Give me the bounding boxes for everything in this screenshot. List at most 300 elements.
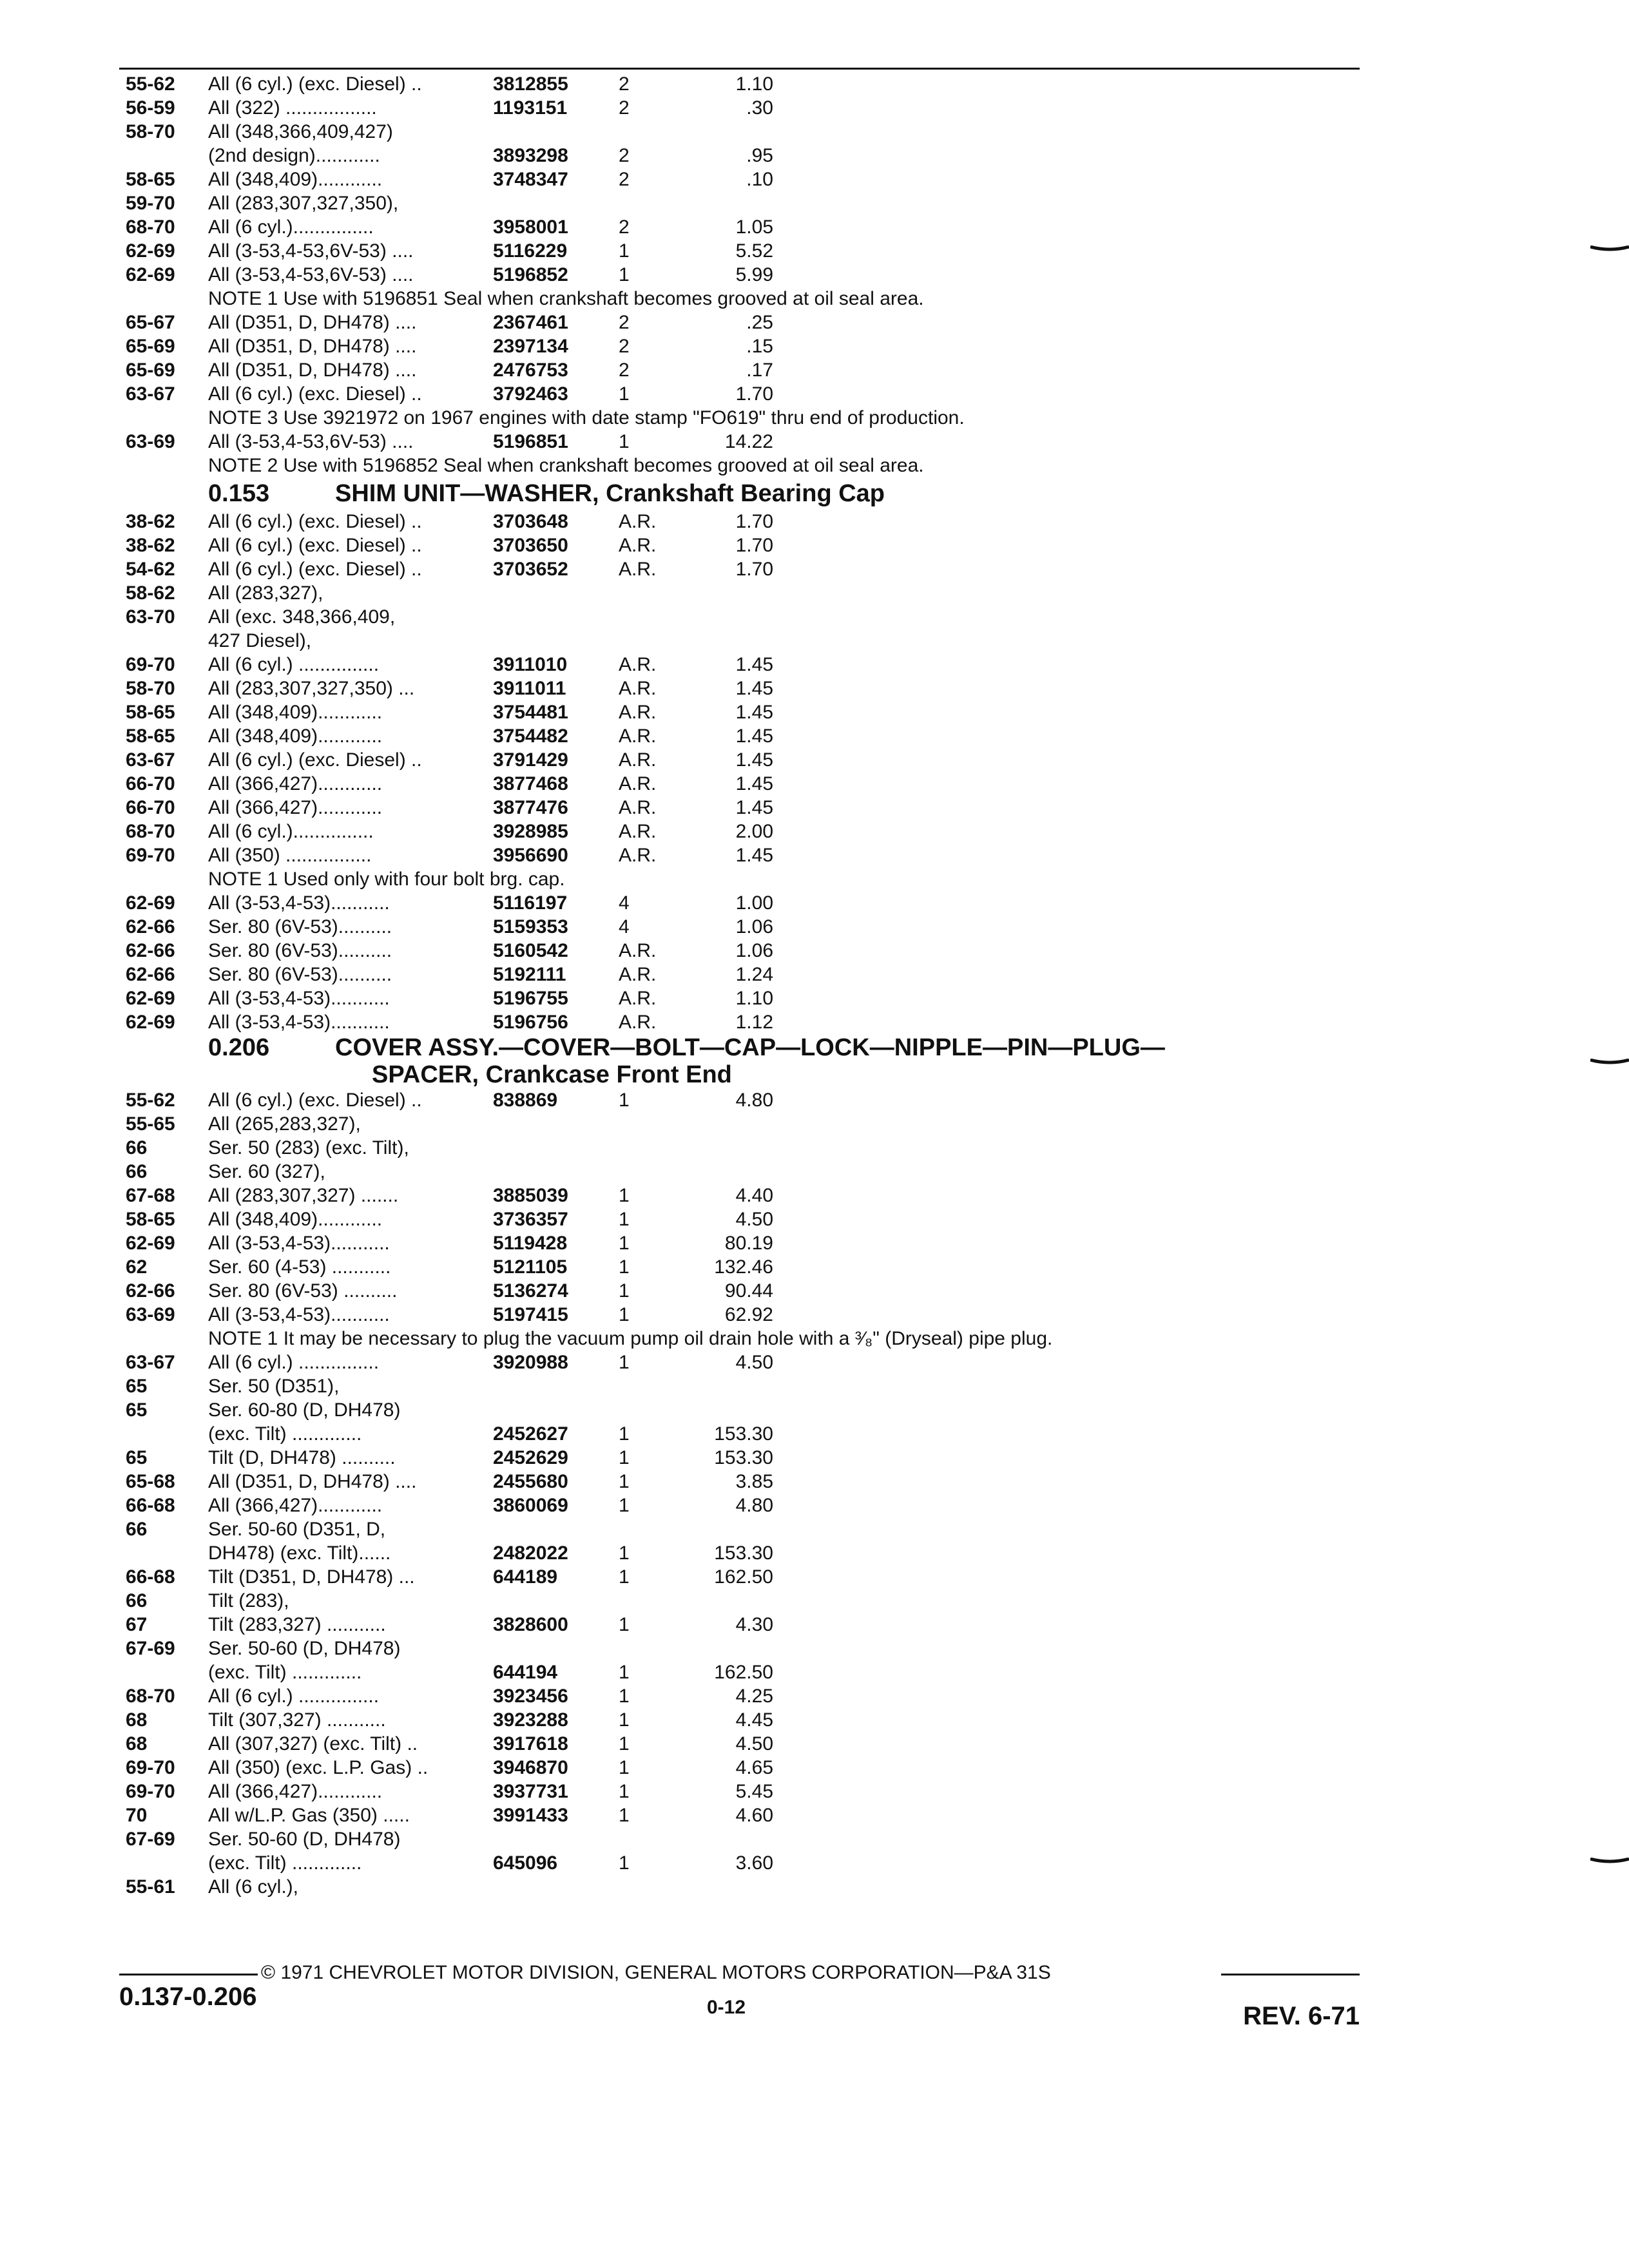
quantity: 1: [619, 383, 630, 405]
application: (exc. Tilt) .............: [208, 1852, 362, 1874]
model-years: 63-69: [126, 431, 175, 452]
part-row: [0, 1231, 1629, 1255]
quantity: 2: [619, 360, 630, 381]
part-number: 5196851: [493, 431, 568, 452]
quantity: 1: [619, 1805, 630, 1826]
note-text: NOTE 3 Use 3921972 on 1967 engines with date stamp "FO619" thru end of production.: [208, 407, 965, 428]
application: Ser. 80 (6V-53)..........: [208, 964, 392, 985]
application: All (6 cyl.),: [208, 1876, 299, 1898]
part-row: [0, 1422, 1629, 1446]
quantity: A.R.: [619, 1012, 657, 1033]
model-years: 69-70: [126, 654, 175, 675]
quantity: 1: [619, 264, 630, 285]
part-number: 3923288: [493, 1709, 568, 1731]
list-price: 1.45: [735, 797, 773, 818]
list-price: 62.92: [724, 1304, 773, 1325]
part-row: [0, 144, 1629, 168]
part-row: [0, 1637, 1629, 1660]
application: All (350) ................: [208, 845, 372, 866]
part-number: 5119428: [493, 1233, 568, 1254]
model-years: 68-70: [126, 1686, 175, 1707]
part-number: 5121105: [493, 1256, 568, 1278]
list-price: 4.50: [735, 1352, 773, 1373]
section-heading-0206: [0, 1034, 1629, 1061]
application: All (283,307,327,350),: [208, 193, 399, 214]
part-row: [0, 1660, 1629, 1684]
model-years: 62-69: [126, 1233, 175, 1254]
part-number: 3956690: [493, 845, 568, 866]
model-years: 65-69: [126, 360, 175, 381]
list-price: 1.45: [735, 749, 773, 771]
model-years: 62-69: [126, 240, 175, 262]
part-number: 5136274: [493, 1280, 568, 1302]
quantity: 1: [619, 1233, 630, 1254]
application: All (D351, D, DH478) ....: [208, 312, 417, 333]
application: All (265,283,327),: [208, 1113, 361, 1135]
part-row: [0, 1088, 1629, 1112]
part-row: [0, 700, 1629, 724]
part-row: [0, 629, 1629, 653]
part-row: [0, 677, 1629, 700]
application: Ser. 60-80 (D, DH478): [208, 1399, 401, 1421]
quantity: A.R.: [619, 559, 657, 580]
model-years: 67-69: [126, 1829, 175, 1850]
part-row: [0, 1803, 1629, 1827]
model-years: 55-62: [126, 1090, 175, 1111]
application: All (3-53,4-53)...........: [208, 988, 390, 1009]
model-years: 58-70: [126, 121, 175, 142]
list-price: 4.65: [735, 1757, 773, 1778]
application: Ser. 80 (6V-53)..........: [208, 940, 392, 961]
quantity: 1: [619, 1185, 630, 1206]
part-row: [0, 1541, 1629, 1565]
list-price: 4.25: [735, 1686, 773, 1707]
list-price: 1.45: [735, 654, 773, 675]
model-years: 59-70: [126, 193, 175, 214]
part-row: [0, 430, 1629, 454]
application: All (348,409)............: [208, 726, 383, 747]
application: Ser. 60 (327),: [208, 1161, 325, 1182]
part-number: 3991433: [493, 1805, 568, 1826]
part-row: [0, 1255, 1629, 1279]
list-price: 1.70: [735, 535, 773, 556]
model-years: 62: [126, 1256, 148, 1278]
model-years: 65-67: [126, 312, 175, 333]
list-price: 3.85: [735, 1471, 773, 1492]
model-years: 66: [126, 1590, 148, 1611]
quantity: A.R.: [619, 726, 657, 747]
quantity: 2: [619, 312, 630, 333]
model-years: 66: [126, 1161, 148, 1182]
part-row: [0, 1613, 1629, 1637]
model-years: 63-69: [126, 1304, 175, 1325]
application: All (6 cyl.) (exc. Diesel) ..: [208, 1090, 422, 1111]
part-row: [0, 1136, 1629, 1160]
part-row: [0, 1112, 1629, 1136]
part-row: [0, 311, 1629, 334]
part-row: [0, 510, 1629, 533]
application: All (6 cyl.) (exc. Diesel) ..: [208, 535, 422, 556]
list-price: 1.06: [735, 916, 773, 937]
list-price: 1.24: [735, 964, 773, 985]
model-years: 63-67: [126, 1352, 175, 1373]
edge-mark: [1590, 1057, 1629, 1063]
list-price: 4.80: [735, 1090, 773, 1111]
application: All (350) (exc. L.P. Gas) ..: [208, 1757, 429, 1778]
list-price: 1.45: [735, 702, 773, 723]
part-row: [0, 1350, 1629, 1374]
note-line: [0, 1327, 1629, 1350]
model-years: 58-65: [126, 702, 175, 723]
quantity: 1: [619, 1852, 630, 1874]
part-number: 3937731: [493, 1781, 568, 1802]
part-row: [0, 1374, 1629, 1398]
model-years: 55-61: [126, 1876, 175, 1898]
part-row: [0, 820, 1629, 843]
part-number: 838869: [493, 1090, 558, 1111]
application: All (3-53,4-53)...........: [208, 1012, 390, 1033]
part-number: 3911011: [493, 678, 566, 699]
model-years: 68: [126, 1709, 148, 1731]
part-number: 2482022: [493, 1542, 568, 1564]
part-row: [0, 724, 1629, 748]
list-price: .17: [746, 360, 773, 381]
application: All (283,307,327,350) ...: [208, 678, 415, 699]
application: All (348,409)............: [208, 1209, 383, 1230]
application: All (D351, D, DH478) ....: [208, 360, 417, 381]
list-price: 1.70: [735, 383, 773, 405]
part-number: 2452629: [493, 1447, 568, 1468]
part-number: 2476753: [493, 360, 568, 381]
application: Tilt (D, DH478) ..........: [208, 1447, 396, 1468]
list-price: 1.70: [735, 511, 773, 532]
list-price: .95: [746, 145, 773, 166]
part-number: 1193151: [493, 97, 568, 119]
model-years: 62-66: [126, 916, 175, 937]
part-number: 3928985: [493, 821, 568, 842]
list-price: 3.60: [735, 1852, 773, 1874]
application: All (D351, D, DH478) ....: [208, 1471, 417, 1492]
application: All (6 cyl.) (exc. Diesel) ..: [208, 749, 422, 771]
application: (2nd design)............: [208, 145, 380, 166]
application: All (3-53,4-53)...........: [208, 1233, 390, 1254]
section-number: 0.153: [208, 480, 270, 507]
quantity: A.R.: [619, 749, 657, 771]
model-years: 68: [126, 1733, 148, 1754]
model-years: 68-70: [126, 821, 175, 842]
part-row: [0, 1517, 1629, 1541]
part-row: [0, 358, 1629, 382]
model-years: 65-68: [126, 1471, 175, 1492]
section-number: 0.206: [208, 1034, 270, 1061]
part-row: [0, 1010, 1629, 1034]
model-years: 58-65: [126, 1209, 175, 1230]
list-price: 1.45: [735, 773, 773, 794]
quantity: 1: [619, 431, 630, 452]
application: All (6 cyl.)...............: [208, 821, 374, 842]
note-line: [0, 406, 1629, 430]
part-row: [0, 1470, 1629, 1494]
application: 427 Diesel),: [208, 630, 312, 651]
application: All (307,327) (exc. Tilt) ..: [208, 1733, 418, 1754]
note-text: NOTE 2 Use with 5196852 Seal when crankshaft becomes grooved at oil seal area.: [208, 455, 924, 476]
quantity: A.R.: [619, 535, 657, 556]
list-price: 4.60: [735, 1805, 773, 1826]
part-number: 645096: [493, 1852, 558, 1874]
list-price: 1.05: [735, 216, 773, 238]
part-number: 3917618: [493, 1733, 568, 1754]
part-number: 3754482: [493, 726, 568, 747]
quantity: 1: [619, 1447, 630, 1468]
model-years: 55-65: [126, 1113, 175, 1135]
list-price: 153.30: [714, 1542, 773, 1564]
part-row: [0, 1184, 1629, 1207]
quantity: 2: [619, 216, 630, 238]
application: DH478) (exc. Tilt)......: [208, 1542, 391, 1564]
model-years: 65: [126, 1447, 148, 1468]
list-price: 4.40: [735, 1185, 773, 1206]
part-number: 3923456: [493, 1686, 568, 1707]
application: All (6 cyl.) (exc. Diesel) ..: [208, 383, 422, 405]
application: All (3-53,4-53,6V-53) ....: [208, 431, 414, 452]
list-price: 153.30: [714, 1447, 773, 1468]
list-price: 1.45: [735, 678, 773, 699]
part-row: [0, 581, 1629, 605]
part-number: 2397134: [493, 336, 568, 357]
model-years: 56-59: [126, 97, 175, 119]
list-price: .15: [746, 336, 773, 357]
model-years: 70: [126, 1805, 148, 1826]
model-years: 69-70: [126, 1781, 175, 1802]
model-years: 63-67: [126, 749, 175, 771]
page-number: 0-12: [707, 1997, 746, 2018]
list-price: 1.00: [735, 892, 773, 914]
part-number: 2455680: [493, 1471, 568, 1492]
model-years: 62-69: [126, 1012, 175, 1033]
rows-continued: [0, 72, 1629, 477]
part-row: [0, 1684, 1629, 1708]
revision-label: REV. 6-71: [1243, 2002, 1360, 2030]
part-number: 5196852: [493, 264, 568, 285]
model-years: 58-70: [126, 678, 175, 699]
application: Ser. 50 (D351),: [208, 1376, 340, 1397]
model-years: 38-62: [126, 535, 175, 556]
application: All (6 cyl.) ...............: [208, 1686, 380, 1707]
part-number: 3703652: [493, 559, 568, 580]
part-row: [0, 1708, 1629, 1732]
part-row: [0, 605, 1629, 629]
application: Ser. 50 (283) (exc. Tilt),: [208, 1137, 409, 1158]
quantity: A.R.: [619, 845, 657, 866]
application: Tilt (283,327) ...........: [208, 1614, 386, 1635]
part-number: 3885039: [493, 1185, 568, 1206]
quantity: 1: [619, 1495, 630, 1516]
model-years: 58-65: [126, 169, 175, 190]
list-price: 1.10: [735, 988, 773, 1009]
part-row: [0, 191, 1629, 215]
list-price: .30: [746, 97, 773, 119]
list-price: 4.80: [735, 1495, 773, 1516]
part-row: [0, 748, 1629, 772]
application: All (366,427)............: [208, 797, 383, 818]
model-years: 62-69: [126, 892, 175, 914]
part-row: [0, 557, 1629, 581]
model-years: 69-70: [126, 1757, 175, 1778]
quantity: 2: [619, 169, 630, 190]
model-years: 62-66: [126, 964, 175, 985]
part-number: 5196756: [493, 1012, 568, 1033]
section-heading-0206-cont: [0, 1061, 1629, 1088]
list-price: 2.00: [735, 821, 773, 842]
part-number: 3812855: [493, 73, 568, 95]
part-row: [0, 533, 1629, 557]
part-number: 3920988: [493, 1352, 568, 1373]
note-line: [0, 287, 1629, 311]
section-heading-0153: [0, 477, 1629, 510]
application: (exc. Tilt) .............: [208, 1423, 362, 1445]
application: All (6 cyl.) (exc. Diesel) ..: [208, 511, 422, 532]
application: All (6 cyl.) (exc. Diesel) ..: [208, 559, 422, 580]
quantity: 1: [619, 1471, 630, 1492]
part-number: 644189: [493, 1566, 558, 1588]
part-row: [0, 215, 1629, 239]
quantity: 1: [619, 240, 630, 262]
part-number: 5160542: [493, 940, 568, 961]
edge-mark: [1590, 244, 1629, 250]
list-price: 162.50: [714, 1566, 773, 1588]
part-row: [0, 1827, 1629, 1851]
application: All (3-53,4-53,6V-53) ....: [208, 240, 414, 262]
part-number: 3877468: [493, 773, 568, 794]
quantity: 1: [619, 1304, 630, 1325]
part-row: [0, 891, 1629, 915]
part-row: [0, 843, 1629, 867]
part-number: 3792463: [493, 383, 568, 405]
quantity: 1: [619, 1781, 630, 1802]
application: All (283,327),: [208, 582, 323, 604]
list-price: 80.19: [724, 1233, 773, 1254]
note-text: NOTE 1 It may be necessary to plug the vacuum pump oil drain hole with a ³⁄₈" (Dryseal) pipe plug.: [208, 1328, 1053, 1349]
list-price: 5.52: [735, 240, 773, 262]
model-years: 62-66: [126, 1280, 175, 1302]
quantity: A.R.: [619, 702, 657, 723]
list-price: 90.44: [724, 1280, 773, 1302]
part-number: 5196755: [493, 988, 568, 1009]
part-number: 3703648: [493, 511, 568, 532]
quantity: 1: [619, 1709, 630, 1731]
part-number: 3911010: [493, 654, 568, 675]
quantity: 1: [619, 1757, 630, 1778]
model-years: 65: [126, 1376, 148, 1397]
list-price: 14.22: [724, 431, 773, 452]
application: Ser. 80 (6V-53) ..........: [208, 1280, 398, 1302]
application: All w/L.P. Gas (350) .....: [208, 1805, 410, 1826]
part-number: 5116229: [493, 240, 568, 262]
part-number: 5192111: [493, 964, 566, 985]
part-row: [0, 72, 1629, 96]
part-row: [0, 915, 1629, 939]
top-rule: [119, 68, 1360, 70]
list-price: 1.45: [735, 726, 773, 747]
part-row: [0, 1565, 1629, 1589]
part-number: 3703650: [493, 535, 568, 556]
part-row: [0, 1398, 1629, 1422]
part-row: [0, 772, 1629, 796]
part-number: 3946870: [493, 1757, 568, 1778]
part-number: 3736357: [493, 1209, 568, 1230]
part-row: [0, 239, 1629, 263]
application: All (3-53,4-53)...........: [208, 892, 390, 914]
note-line: [0, 454, 1629, 477]
application: All (3-53,4-53,6V-53) ....: [208, 264, 414, 285]
quantity: 1: [619, 1352, 630, 1373]
quantity: A.R.: [619, 821, 657, 842]
list-price: 5.45: [735, 1781, 773, 1802]
part-row: [0, 96, 1629, 120]
part-row: [0, 1732, 1629, 1756]
application: All (348,409)............: [208, 702, 383, 723]
application: All (283,307,327) .......: [208, 1185, 399, 1206]
part-row: [0, 1780, 1629, 1803]
quantity: 4: [619, 892, 630, 914]
model-years: 68-70: [126, 216, 175, 238]
section-title-line2: SPACER, Crankcase Front End: [372, 1061, 732, 1088]
part-row: [0, 1160, 1629, 1184]
model-years: 66-68: [126, 1495, 175, 1516]
part-row: [0, 1279, 1629, 1303]
model-years: 69-70: [126, 845, 175, 866]
application: All (322) .................: [208, 97, 377, 119]
edge-mark: [1590, 1856, 1629, 1862]
application: Tilt (D351, D, DH478) ...: [208, 1566, 415, 1588]
list-price: 1.06: [735, 940, 773, 961]
list-price: .10: [746, 169, 773, 190]
part-number: 3877476: [493, 797, 568, 818]
part-row: [0, 1875, 1629, 1899]
application: All (D351, D, DH478) ....: [208, 336, 417, 357]
list-price: 1.12: [735, 1012, 773, 1033]
page-footer: [119, 1962, 1360, 2065]
part-number: 5159353: [493, 916, 568, 937]
application: All (exc. 348,366,409,: [208, 606, 396, 628]
model-years: 55-62: [126, 73, 175, 95]
list-price: .25: [746, 312, 773, 333]
part-number: 5197415: [493, 1304, 568, 1325]
list-price: 4.50: [735, 1209, 773, 1230]
list-price: 153.30: [714, 1423, 773, 1445]
part-number: 644194: [493, 1662, 558, 1683]
application: All (348,366,409,427): [208, 121, 393, 142]
quantity: 1: [619, 1256, 630, 1278]
application: Ser. 80 (6V-53)..........: [208, 916, 392, 937]
application: (exc. Tilt) .............: [208, 1662, 362, 1683]
part-row: [0, 168, 1629, 191]
part-row: [0, 382, 1629, 406]
quantity: A.R.: [619, 940, 657, 961]
quantity: 2: [619, 145, 630, 166]
quantity: A.R.: [619, 654, 657, 675]
application: All (348,409)............: [208, 169, 383, 190]
model-years: 62-69: [126, 264, 175, 285]
application: All (366,427)............: [208, 773, 383, 794]
part-row: [0, 1756, 1629, 1780]
quantity: 1: [619, 1423, 630, 1445]
model-years: 66: [126, 1137, 148, 1158]
list-price: 132.46: [714, 1256, 773, 1278]
model-years: 66-68: [126, 1566, 175, 1588]
part-row: [0, 1446, 1629, 1470]
part-row: [0, 1851, 1629, 1875]
